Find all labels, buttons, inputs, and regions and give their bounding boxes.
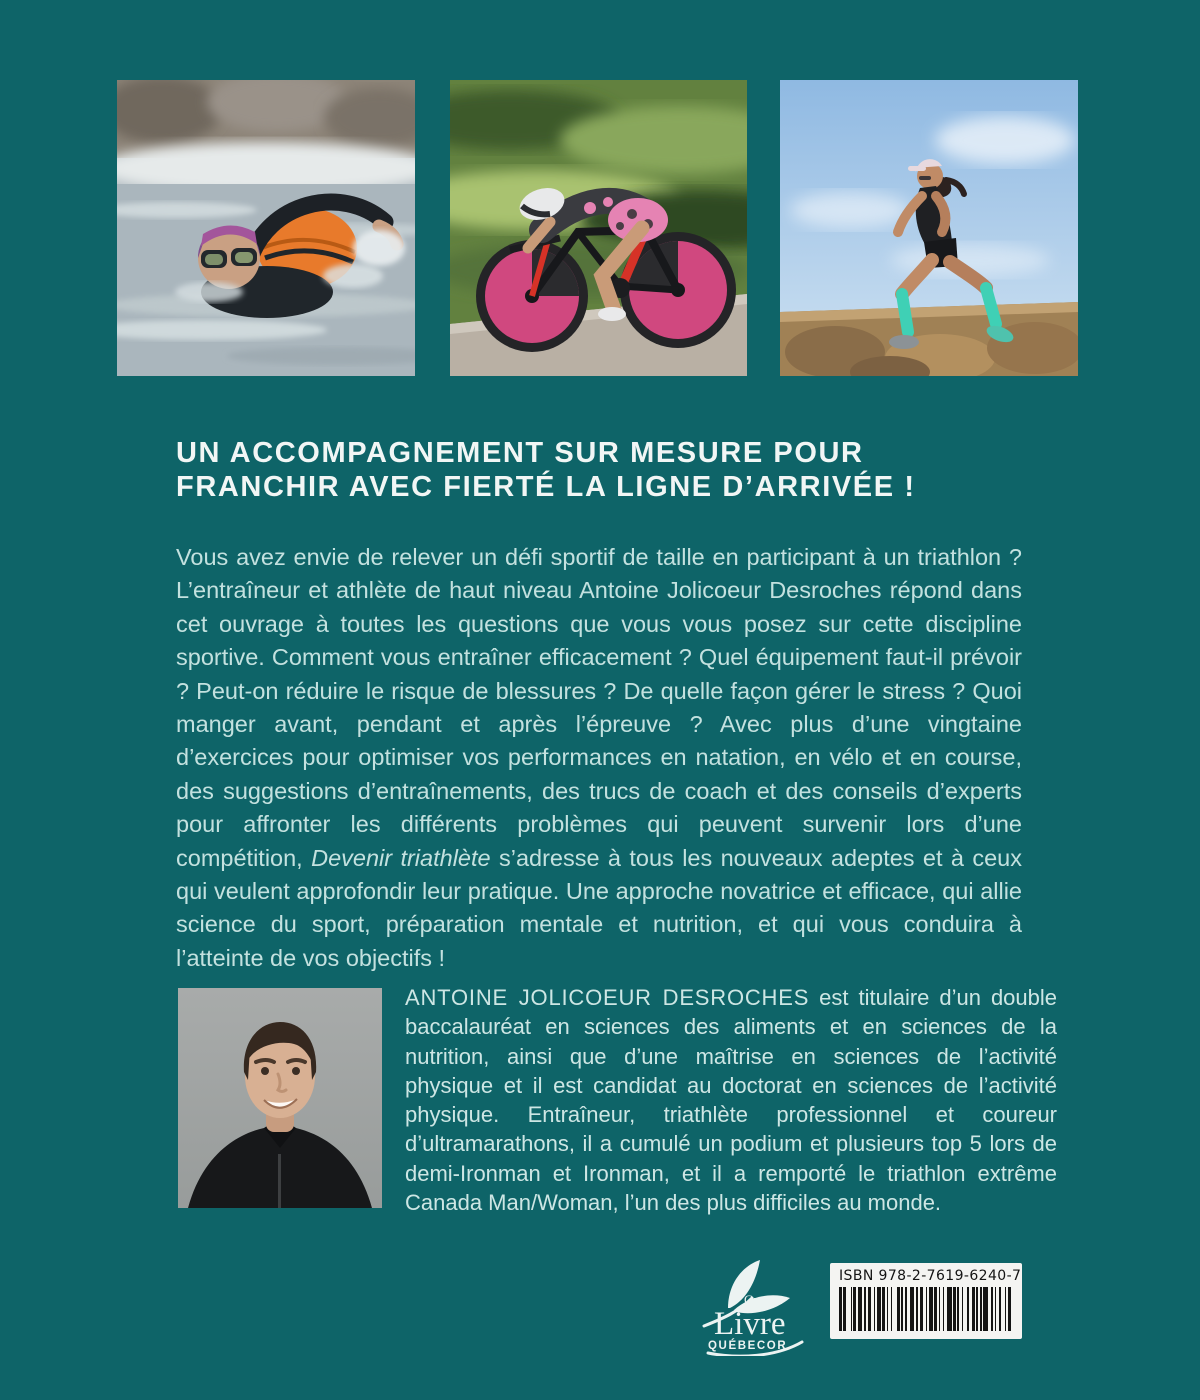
swimmer-photo: [117, 80, 415, 376]
swimmer-illustration: [117, 80, 415, 376]
isbn-number: ISBN 978-2-7619-6240-7: [839, 1268, 1022, 1284]
headline-line-2: FRANCHIR AVEC FIERTÉ LA LIGNE D’ARRIVÉE !: [176, 471, 916, 503]
author-bio: [405, 983, 1057, 1217]
runner-photo: [780, 80, 1078, 376]
publisher-logo: [698, 1256, 810, 1356]
runner-illustration: [780, 80, 1078, 376]
isbn-barcode: [830, 1263, 1022, 1339]
book-title-italic: Devenir triathlète: [311, 844, 491, 871]
description-paragraph: [176, 541, 1022, 975]
publisher-leaf-icon: [698, 1256, 810, 1356]
headline: [176, 436, 916, 504]
publisher-livre-label: Livre: [714, 1306, 786, 1342]
cyclist-photo: [450, 80, 747, 376]
description-segment-2: s’adresse à tous les nouveaux adeptes et à ceux qui veulent approfondir leur pratique. Une approche novatrice et efficace, qui allie science du sport, préparation mentale et nutrition, et qui vous conduira à l’atteinte de vos objectifs !: [176, 844, 1023, 971]
author-bio-text: est titulaire d’un double baccalauréat en sciences des aliments et en sciences de la nutrition, ainsi que d’une maîtrise en sciences de l’activité physique et il est candidat au doctorat en sciences de l’activité physique. Entraîneur, triathlète professionnel et coureur d’ultramarathons, il a cumulé un podium et plusieurs top 5 lors de demi-Ironman et Ironman, et il a remporté le triathlon extrême Canada Man/Woman, l’un des plus difficiles au monde.: [405, 985, 1058, 1216]
cyclist-illustration: [450, 80, 747, 376]
author-photo: [178, 988, 382, 1208]
barcode-bars: [839, 1287, 1013, 1331]
headline-line-1: UN ACCOMPAGNEMENT SUR MESURE POUR: [176, 437, 864, 469]
publisher-quebecor-label: QUÉBECOR: [708, 1340, 788, 1352]
author-name: ANTOINE JOLICOEUR DESROCHES: [405, 985, 810, 1010]
publisher-groupe-label: Groupe: [744, 1292, 783, 1307]
description-segment-1: Vous avez envie de relever un défi sportif de taille en participant à un triathlon ? L’entraîneur et athlète de haut niveau Antoine Jolicoeur Desroches répond dans cet ouvrage à toutes les questions que vous vous posez sur cette discipline sportive. Comment vous entraîner efficacement ? Quel équipement faut-il prévoir ? Peut-on réduire le risque de blessures ? De quelle façon gérer le stress ? Quoi manger avant, pendant et après l’épreuve ? Avec plus d’une vingtaine d’exercices pour optimiser vos performances en natation, en vélo et en course, des suggestions d’entraînements, des trucs de coach et des conseils d’experts pour affronter les différents problèmes qui peuvent survenir lors d’une compétition,: [176, 544, 1022, 871]
author-portrait-illustration: [178, 988, 382, 1208]
